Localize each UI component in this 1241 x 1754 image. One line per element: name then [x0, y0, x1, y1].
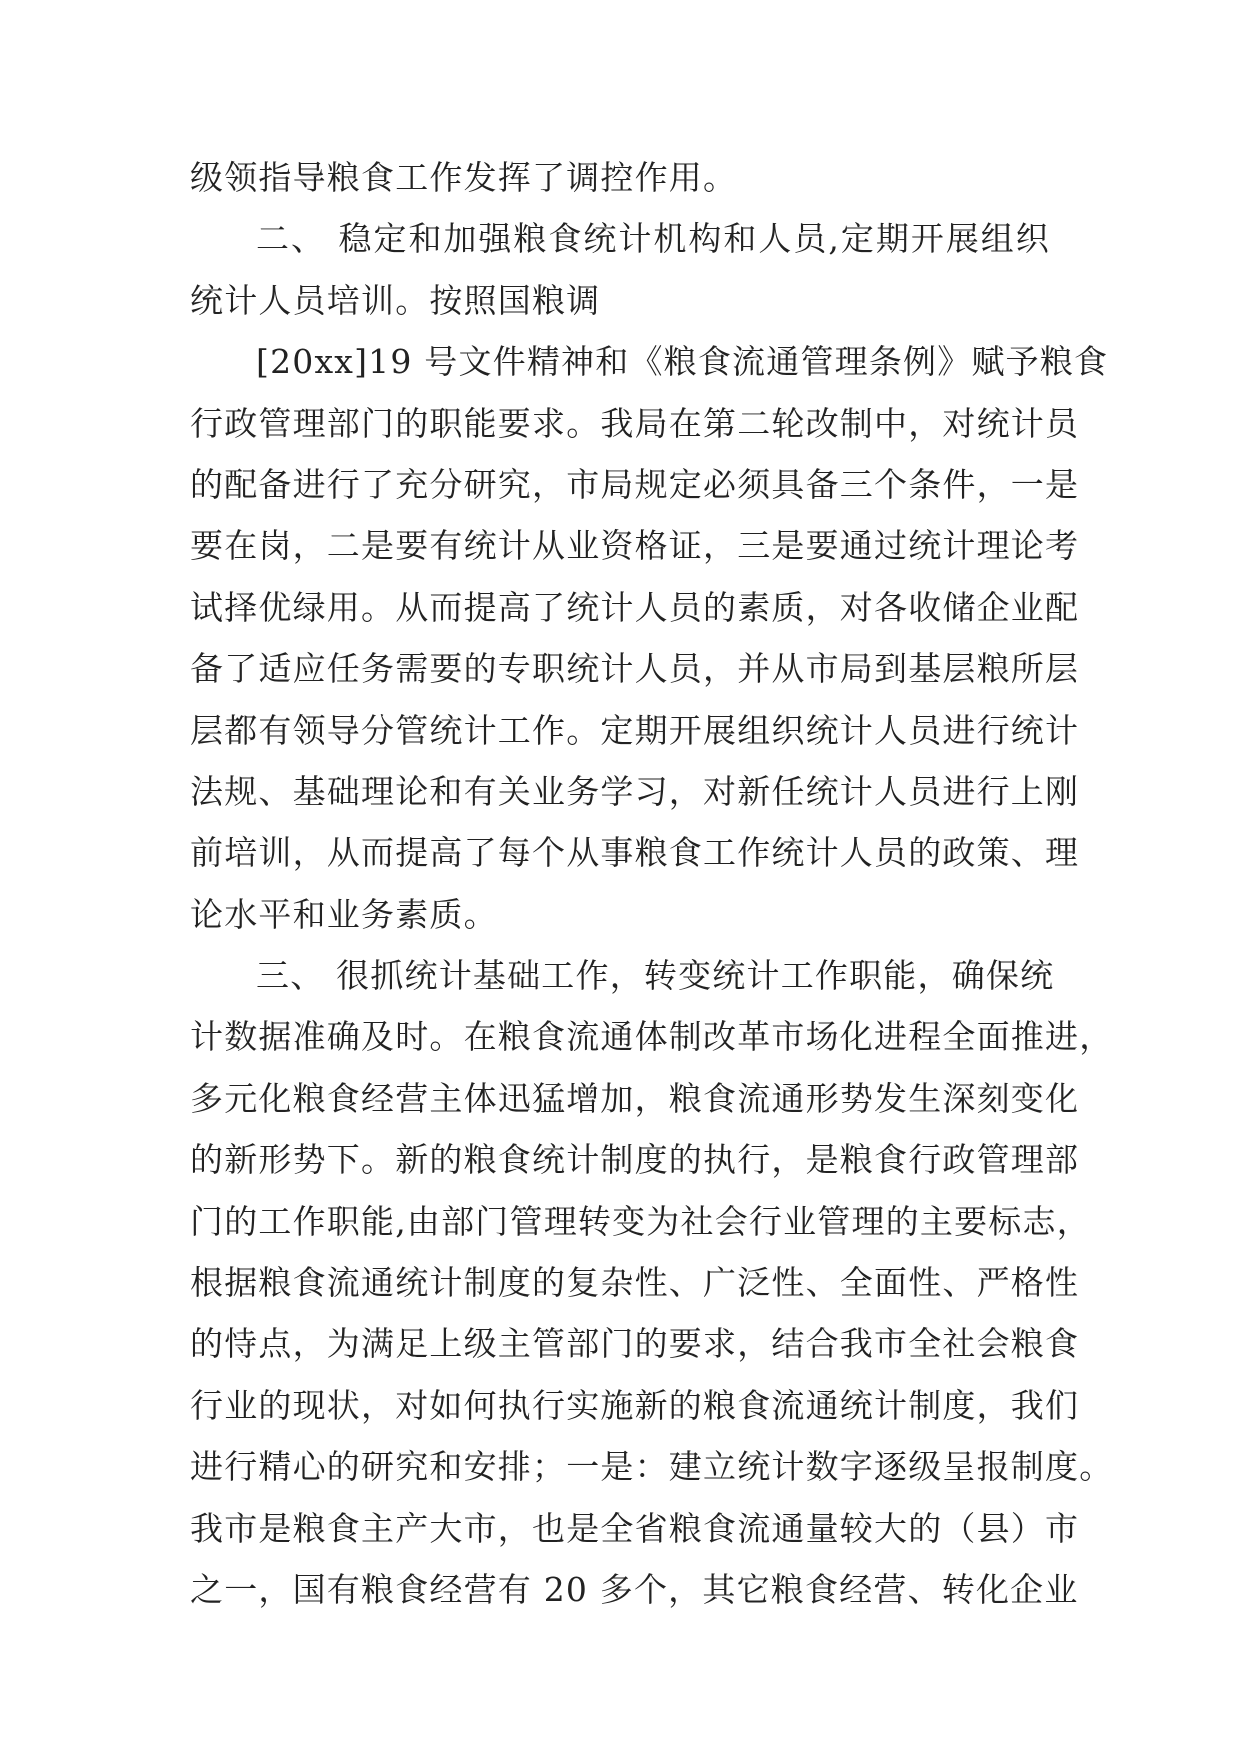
text-line: 的恃点，为满足上级主管部门的要求，结合我市全社会粮食: [190, 1324, 1080, 1364]
text-line: 备了适应任务需要的专职统计人员，并从市局到基层粮所层: [190, 649, 1080, 689]
section-heading-2: 二、 稳定和加强粮食统计机构和人员,定期开展组织: [256, 219, 1050, 259]
text-line: 层都有领导分管统计工作。定期开展组织统计人员进行统计: [190, 710, 1080, 750]
text-line: 我市是粮食主产大市，也是全省粮食流通量较大的（县）市: [190, 1508, 1080, 1548]
text-line: 多元化粮食经营主体迅猛增加，粮食流通形势发生深刻变化: [190, 1078, 1080, 1118]
text-line: 计数据准确及时。在粮食流通体制改革市场化进程全面推进，: [190, 1017, 1114, 1057]
text-line: 法规、基础理论和有关业务学习，对新任统计人员进行上刚: [190, 771, 1080, 811]
text-line: 论水平和业务素质。: [190, 894, 498, 934]
text-line: 之一，国有粮食经营有 20 多个，其它粮食经营、转化企业: [190, 1569, 1079, 1609]
text-line: [20xx]19 号文件精神和《粮食流通管理条例》赋予粮食: [256, 342, 1109, 382]
body-text: [190, 158, 1114, 1631]
text-line: 的新形势下。新的粮食统计制度的执行，是粮食行政管理部: [190, 1140, 1080, 1180]
text-line: 行业的现状，对如何执行实施新的粮食流通统计制度，我们: [190, 1385, 1080, 1425]
text-line: 根据粮食流通统计制度的复杂性、广泛性、全面性、严格性: [190, 1263, 1080, 1303]
text-line: 要在岗，二是要有统计从业资格证，三是要通过统计理论考: [190, 526, 1080, 566]
text-line: 行政管理部门的职能要求。我局在第二轮改制中，对统计员: [190, 403, 1080, 443]
text-line: 统计人员培训。按照国粮调: [190, 280, 601, 320]
text-line: 前培训，从而提高了每个从事粮食工作统计人员的政策、理: [190, 833, 1080, 873]
text-line: 试择优绿用。从而提高了统计人员的素质，对各收储企业配: [190, 587, 1080, 627]
text-line: 进行精心的研究和安排；一是：建立统计数字逐级呈报制度。: [190, 1447, 1114, 1487]
text-line: 的配备进行了充分研究，市局规定必须具备三个条件，一是: [190, 464, 1080, 504]
text-line: 门的工作职能,由部门管理转变为社会行业管理的主要标志，: [190, 1201, 1091, 1241]
text-line: 级领指导粮食工作发挥了调控作用。: [190, 158, 738, 197]
section-heading-3: 三、 很抓统计基础工作，转变统计工作职能，确保统: [256, 956, 1055, 996]
